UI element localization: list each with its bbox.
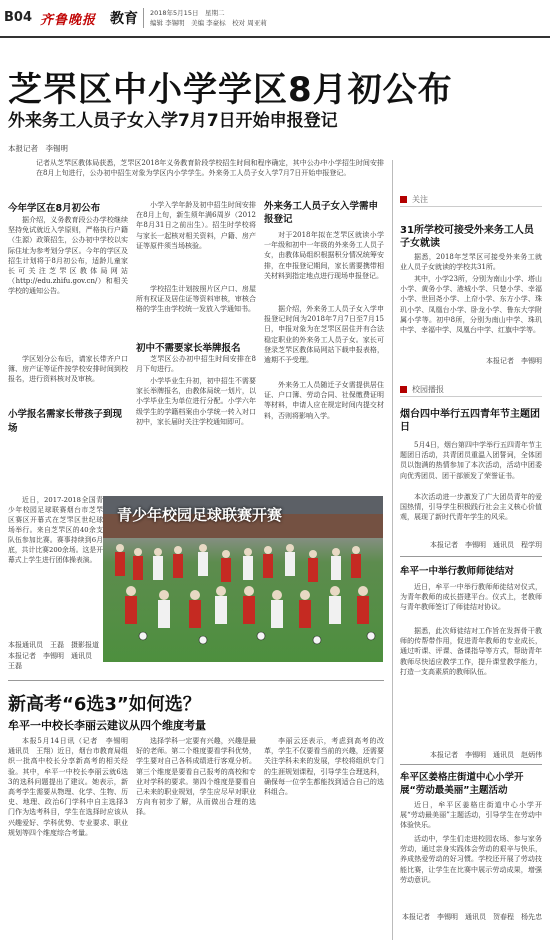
col2-heading: 初中不需要家长举牌报名 bbox=[136, 343, 241, 354]
col2-paragraph: 学校招生计划按照片区户口、房屋所有权证及居住证等资料审核，审核合格的学生由学校统一发放入学通知书。 bbox=[136, 285, 256, 314]
masthead-divider bbox=[143, 8, 144, 28]
brief-author: 本报记者 李锡明 通讯员 程学玥 bbox=[430, 541, 542, 549]
photo-author: 本报记者 李锡明 通讯员 王磊 bbox=[8, 652, 99, 670]
brief-title: 烟台四中举行五四青年节主题团日 bbox=[400, 409, 540, 433]
brief-rule bbox=[400, 556, 542, 557]
tag-rule bbox=[400, 396, 542, 397]
editor: 编辑 李锡明 bbox=[150, 19, 185, 27]
tag-marker bbox=[400, 196, 407, 203]
tag-band bbox=[400, 384, 542, 395]
tag-label: 关注 bbox=[412, 195, 428, 204]
gaokao-subtitle: 牟平一中校长李丽云建议从四个维度考量 bbox=[8, 719, 206, 732]
brief-paragraph: 其中，小学23所，分别为南山小学、塔山小学、黄务小学、港城小学、只楚小学、幸福小学、世回尧小学、上夼小学、东方小学、珠玑小学、凤凰台小学、卧龙小学、鲁东大学附属小学等。初中8所，分别为南山中学、珠玑中学、幸福中学、凤凰台中学、红旗中学等。 bbox=[400, 275, 542, 335]
col3-heading: 外来务工人员子女入学需申报登记 bbox=[264, 201, 379, 225]
main-byline: 本报记者 李锡明 bbox=[8, 144, 68, 153]
brief-paragraph: 活动中，学生们走进校园农场、参与家务劳动，通过亲身实践体会劳动的艰辛与快乐，养成热爱劳动的好习惯。学校还开展了劳动技能比赛，让学生在比赛中展示劳动成果，增强劳动意识。 bbox=[400, 835, 542, 884]
brief-rule bbox=[400, 764, 542, 765]
photo-caption: 近日，2017-2018全国青少年校园足球联赛烟台市芝罘区赛区开幕式在芝罘区世纪球场举行。来自芝罘区的40余支队伍参加比赛。赛事持续到6月底，共计比赛200余场。这是开幕式上学生进行团体操表演。 bbox=[8, 496, 103, 564]
section-name: 教育 bbox=[110, 11, 138, 27]
photo-banner: 青少年校园足球联赛开赛 bbox=[117, 506, 283, 524]
col3-paragraph: 据介绍，外来务工人员子女入学申报登记时间为2018年7月7日至7月15日，申报对象为在芝罘区居住并有合法稳定职业的外来务工人员子女。家长可登录芝罘区教体局网站下载申报表格，逾期不予受理。 bbox=[264, 305, 384, 365]
lead-paragraph: 记者从芝罘区教体局获悉，芝罘区2018年义务教育阶段学校招生时间和程序确定，其中公办中小学招生时间安排在8月上旬进行，公办初中招生对象为学区内小学学生。外来务工人员子女入学7月7日开始申报登记。 bbox=[36, 159, 384, 178]
col2-paragraph: 芝罘区公办初中招生时间安排在8月下旬进行。 bbox=[136, 355, 256, 374]
football-photo bbox=[103, 496, 383, 662]
date: 2018年5月15日 bbox=[150, 9, 199, 17]
brief-paragraph: 近日，牟平区姜格庄街道中心小学开展“劳动最美丽”主题活动，引导学生在劳动中体验快乐。 bbox=[400, 801, 542, 830]
main-subheadline: 外来务工人员子女入学7月7日开始申报登记 bbox=[8, 111, 338, 131]
tag-band bbox=[400, 194, 542, 205]
tag-label: 校园播报 bbox=[412, 385, 444, 394]
gaokao-title: 新高考“6选3”如何选？ bbox=[8, 694, 201, 715]
page-number: B04 bbox=[4, 10, 32, 25]
proofreader: 校对 周亚莉 bbox=[232, 19, 267, 27]
col3-paragraph: 外来务工人员随迁子女需提供居住证、户口簿、劳动合同、社保缴费证明等材料，申请人应在规定时间内提交材料，否则将影响入学。 bbox=[264, 381, 384, 420]
section-divider bbox=[8, 680, 384, 681]
gaokao-paragraph: 李丽云还表示，考虑到高考的改革，学生不仅要看当前的兴趣，还需要关注学科未来的发展，学校将组织专门的生涯规划课程，引导学生合理选科，确保每一位学生都能找到适合自己的选科组合。 bbox=[264, 737, 384, 797]
col3-paragraph: 对于2018年拟在芝罘区就读小学一年级和初中一年级的外来务工人员子女，由教体局组织根据积分情况统筹安排，在申报登记期间，家长需要携带相关材料到指定地点进行现场申报登记。 bbox=[264, 231, 384, 280]
main-headline: 芝罘区中小学学区8月初公布 bbox=[8, 70, 453, 110]
weekday: 星期二 bbox=[204, 9, 225, 17]
gaokao-paragraph: 选择学科一定要有兴趣，兴趣是最好的老师。第二个维度要看学科优势，学生要对自己各科成绩进行客观分析。第三个维度是要看自己报考的高校和专业对学科的要求。第四个维度是要看自己未来的职业规划，学生应尽早对职业方向有初步了解，从而做出合理的选择。 bbox=[136, 737, 256, 817]
paper-logo: 齐鲁晚报 bbox=[40, 13, 97, 28]
designer: 美编 李豪标 bbox=[191, 19, 226, 27]
col2-paragraph: 小学入学年龄及初中招生时间安排在8月上旬，新生须年满6周岁（2012年8月31日之前出生）。招生时学校将与家长一起核对相关资料，户籍、房产证等原件须当场核验。 bbox=[136, 201, 256, 250]
masthead bbox=[0, 0, 550, 40]
column-divider bbox=[392, 160, 393, 940]
col1-paragraph: 学区划分公布后，请家长带齐户口簿、房产证等证件按学校安排时间到校报名，进行资料核对及审核。 bbox=[8, 355, 128, 384]
brief-title: 牟平区姜格庄街道中心小学开展“劳动最美丽”主题活动 bbox=[400, 772, 524, 796]
tag-rule bbox=[400, 206, 542, 207]
brief-paragraph: 据悉，此次师徒结对工作旨在发挥骨干教师的传帮带作用，促进青年教师的专业成长，通过听课、评课、备课指导等方式，帮助青年教师尽快适应教学工作，提升课堂教学能力，打造一支高素质的教师队伍。 bbox=[400, 627, 542, 676]
col1-paragraph: 据介绍，义务教育段公办学校继续坚持免试就近入学原则，严格执行户籍（生源）政策招生，公办初中学校以实际住址为参考划分学区。今年的学区及招生计划将于8月初公布，适龄儿童家长可关注芝罘区教体局网站（http://edu.zhifu.gov.cn/）和相关学校的通知公告。 bbox=[8, 216, 128, 296]
brief-paragraph: 近日，牟平一中举行教师师徒结对仪式，为青年教师的成长搭建平台。仪式上，老教师与青年教师签订了师徒结对协议。 bbox=[400, 583, 542, 612]
col1-heading: 今年学区在8月初公布 bbox=[8, 203, 101, 214]
brief-author: 本报记者 李锡明 bbox=[486, 357, 542, 365]
brief-author: 本报记者 李锡明 通讯员 贺春程 杨先忠 bbox=[402, 913, 542, 921]
gaokao-paragraph: 本报5月14日讯（记者 李锡明 通讯员 王翔）近日，烟台市教育局组织一批高中校长分享新高考的相关经验。其中，牟平一中校长李丽云就6选3的选科问题提出了建议。她表示，新高考学生需要从物理、化学、生物、历史、地理、政治6门学科中自主选择3门作为选考科目，学生在选择时应该从兴趣爱好、学科优势、专业要求、职业规划等四个维度综合考量。 bbox=[8, 737, 135, 837]
brief-paragraph: 据悉，2018年芝罘区可接受外来务工就业人员子女就读的学校共31所。 bbox=[400, 253, 542, 272]
masthead-rule bbox=[0, 36, 550, 38]
brief-paragraph: 本次活动进一步激发了广大团员青年的爱国热情，引导学生积极践行社会主义核心价值观，展现了新时代青年学生的风采。 bbox=[400, 493, 542, 522]
brief-title: 31所学校可接受外来务工人员子女就读 bbox=[400, 225, 534, 249]
brief-title: 牟平一中举行教师师徒结对 bbox=[400, 566, 515, 577]
masthead-info bbox=[150, 8, 267, 28]
tag-marker bbox=[400, 386, 407, 393]
col2-paragraph: 小学毕业生升初，初中招生不需要家长举牌报名，由教体局统一划片，以小学毕业生为单位进行分配。小学六年级学生的学籍档案由小学统一转入对口初中，家长届时关注学校通知即可。 bbox=[136, 377, 256, 426]
photo-credit: 本报通讯员 王磊 摄影报道 bbox=[8, 641, 99, 649]
brief-paragraph: 5月4日，烟台第四中学举行五四青年节主题团日活动，共青团员重温入团誓词，全体团员以饱满的热情参加了本次活动，活动中团委向优秀团员、团干部颁发了荣誉证书。 bbox=[400, 441, 542, 480]
col1-heading: 小学报名需家长带孩子到现场 bbox=[8, 409, 123, 434]
brief-author: 本报记者 李锡明 通讯员 赵炳伟 bbox=[430, 751, 542, 759]
